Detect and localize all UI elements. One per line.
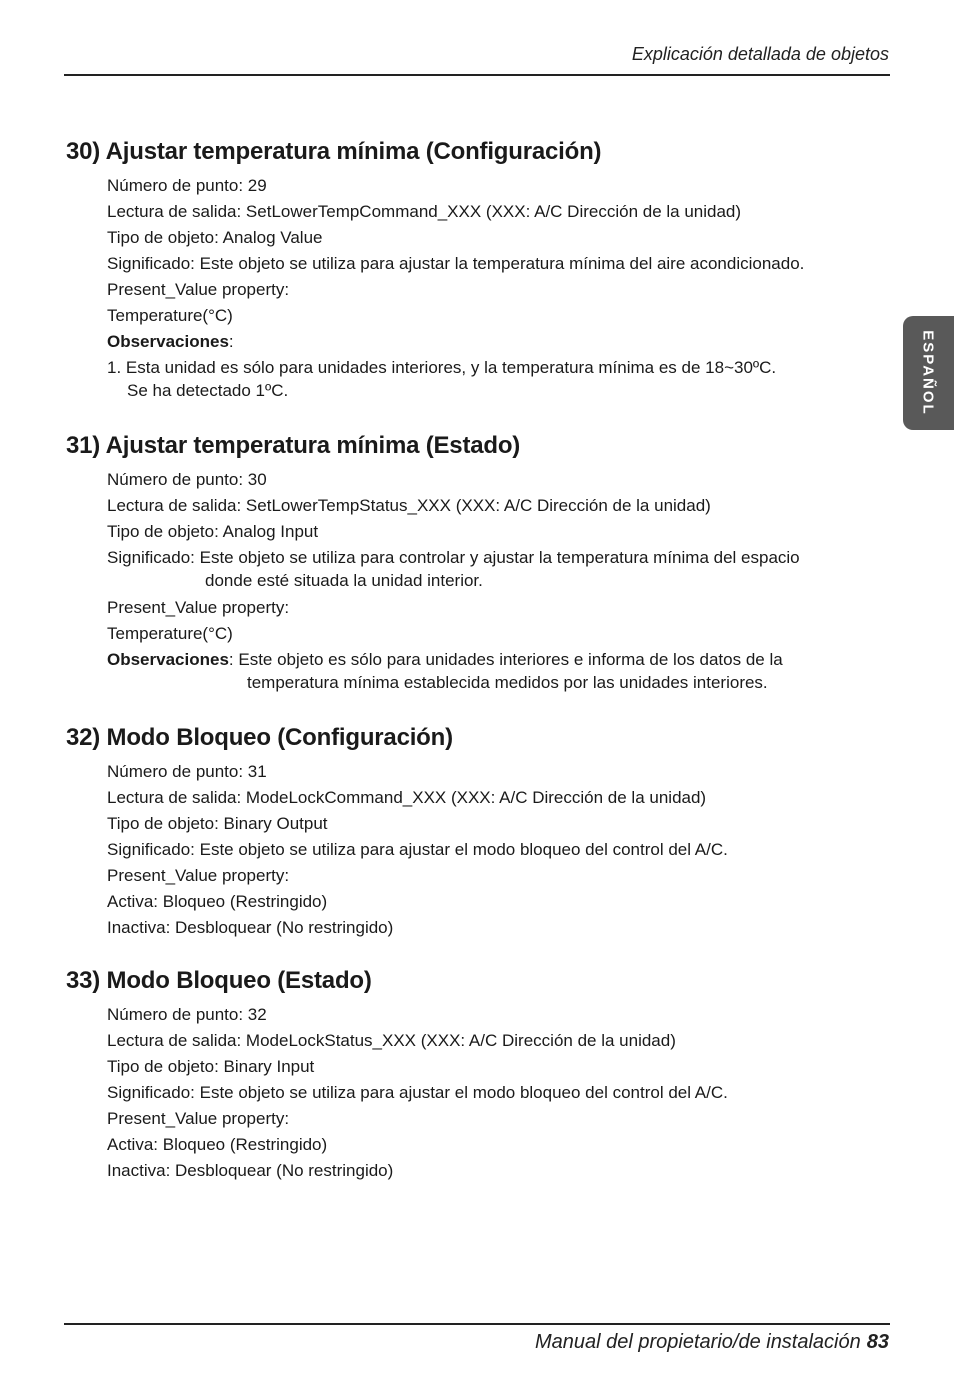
output-reading: Lectura de salida: ModeLockStatus_XXX (XXX: A/C Dirección de la unidad) bbox=[107, 1031, 676, 1050]
note-1-continued: Se ha detectado 1ºC. bbox=[127, 381, 289, 400]
meaning: Significado: Este objeto se utiliza para ajustar el modo bloqueo del control del A/C. bbox=[107, 840, 728, 859]
language-tab bbox=[903, 316, 954, 430]
meaning: Significado: Este objeto se utiliza para controlar y ajustar la temperatura mínima del espacio bbox=[107, 548, 800, 567]
observations-text: : Este objeto es sólo para unidades interiores e informa de los datos de la bbox=[228, 650, 783, 669]
object-type: Tipo de objeto: Binary Output bbox=[107, 814, 328, 833]
object-type: Tipo de objeto: Analog Value bbox=[107, 228, 323, 247]
present-value: Present_Value property: bbox=[107, 598, 290, 617]
section-title: 31) Ajustar temperatura mínima (Estado) bbox=[66, 432, 521, 459]
unit: Temperature(°C) bbox=[107, 306, 233, 325]
active-state: Activa: Bloqueo (Restringido) bbox=[107, 1135, 328, 1154]
observations bbox=[107, 329, 866, 355]
observations bbox=[107, 647, 866, 673]
footer-text: Manual del propietario/de instalación bbox=[534, 1331, 861, 1353]
observations-continued: temperatura mínima establecida medidos por las unidades interiores. bbox=[247, 673, 768, 692]
inactive-state: Inactiva: Desbloquear (No restringido) bbox=[107, 918, 394, 937]
observations-separator: : bbox=[228, 332, 234, 351]
output-reading: Lectura de salida: ModeLockCommand_XXX (XXX: A/C Dirección de la unidad) bbox=[107, 788, 707, 807]
unit: Temperature(°C) bbox=[107, 624, 233, 643]
active-state: Activa: Bloqueo (Restringido) bbox=[107, 892, 328, 911]
observations-label: Observaciones bbox=[107, 650, 229, 669]
section-title: 33) Modo Bloqueo (Estado) bbox=[66, 967, 372, 994]
observations-label: Observaciones bbox=[107, 332, 229, 351]
point-number: Número de punto: 29 bbox=[107, 176, 267, 195]
language-tab-label: ESPAÑOL bbox=[919, 330, 937, 416]
meaning: Significado: Este objeto se utiliza para ajustar la temperatura mínima del aire acondicionado. bbox=[107, 254, 805, 273]
present-value: Present_Value property: bbox=[107, 1109, 290, 1128]
object-type: Tipo de objeto: Binary Input bbox=[107, 1057, 315, 1076]
point-number: Número de punto: 31 bbox=[107, 762, 267, 781]
inactive-state: Inactiva: Desbloquear (No restringido) bbox=[107, 1161, 394, 1180]
point-number: Número de punto: 30 bbox=[107, 470, 267, 489]
section-title: 32) Modo Bloqueo (Configuración) bbox=[66, 724, 453, 751]
point-number: Número de punto: 32 bbox=[107, 1005, 267, 1024]
output-reading: Lectura de salida: SetLowerTempStatus_XXX (XXX: A/C Dirección de la unidad) bbox=[107, 496, 711, 515]
footer-rule bbox=[64, 1323, 890, 1325]
page-number: 83 bbox=[866, 1331, 889, 1353]
present-value: Present_Value property: bbox=[107, 866, 290, 885]
output-reading: Lectura de salida: SetLowerTempCommand_XXX (XXX: A/C Dirección de la unidad) bbox=[107, 202, 742, 221]
running-header: Explicación detallada de objetos bbox=[631, 44, 889, 64]
header-rule bbox=[64, 74, 890, 76]
object-type: Tipo de objeto: Analog Input bbox=[107, 522, 319, 541]
note-1: 1. Esta unidad es sólo para unidades interiores, y la temperatura mínima es de 18~30ºC. bbox=[107, 358, 777, 377]
section-30 bbox=[66, 138, 866, 403]
section-31 bbox=[66, 432, 866, 695]
page-footer bbox=[535, 1331, 889, 1354]
meaning: Significado: Este objeto se utiliza para ajustar el modo bloqueo del control del A/C. bbox=[107, 1083, 728, 1102]
present-value: Present_Value property: bbox=[107, 280, 290, 299]
section-title: 30) Ajustar temperatura mínima (Configuración) bbox=[66, 138, 602, 165]
section-33 bbox=[66, 967, 866, 1184]
meaning-continued: donde esté situada la unidad interior. bbox=[205, 571, 483, 590]
section-32 bbox=[66, 724, 866, 941]
